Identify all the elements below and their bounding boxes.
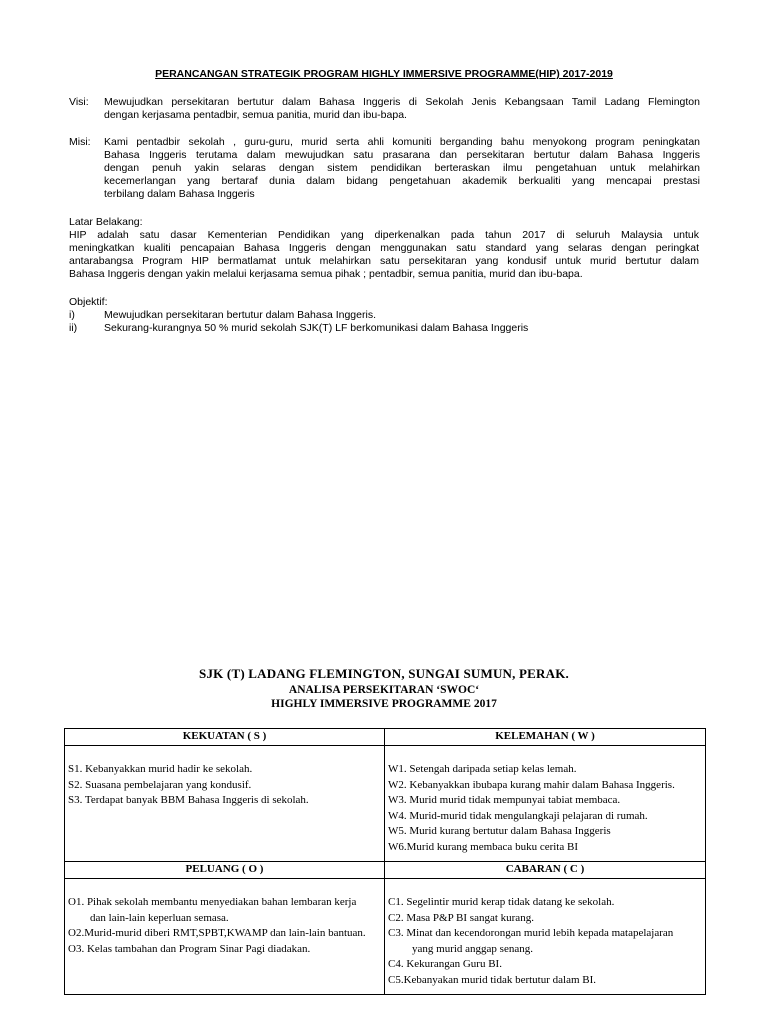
objektif-text: Sekurang-kurangnya 50 % murid sekolah SJK(T) LF berkomunikasi dalam Bahasa Inggeris (104, 322, 529, 334)
list-item: C3. Minat dan kecendorongan murid lebih kepada matapelajaran yang murid anggap senang. (388, 927, 674, 955)
visi-line: dengan kerjasama pentadbir, semua panitia, murid dan ibu-bapa. (104, 109, 407, 121)
list-item: S2. Suasana pembelajaran yang kondusif. (68, 778, 252, 791)
list-item: S1. Kebanyakkan murid hadir ke sekolah. (68, 763, 253, 775)
kekuatan-cell (65, 746, 385, 862)
objektif-text: Mewujudkan persekitaran bertutur dalam Bahasa Inggeris. (104, 309, 376, 321)
visi-text (104, 96, 700, 122)
list-item: O1. Pihak sekolah membantu menyediakan bahan lembaran kerja dan lain-lain keperluan semasa. (68, 896, 357, 924)
cabaran-cell (385, 879, 706, 995)
list-item: W5. Murid kurang bertutur dalam Bahasa Inggeris (388, 825, 611, 837)
swoc-header-row (65, 729, 706, 746)
peluang-header: PELUANG ( O ) (65, 862, 385, 879)
list-item: C4. Kekurangan Guru BI. (388, 958, 502, 970)
objektif-item (69, 309, 699, 322)
list-item: O3. Kelas tambahan dan Program Sinar Pagi diadakan. (68, 942, 311, 955)
kelemahan-header: KELEMAHAN ( W ) (385, 729, 706, 746)
list-item: W6.Murid kurang membaca buku cerita BI (388, 840, 578, 853)
list-item: W3. Murid murid tidak mempunyai tabiat membaca. (388, 794, 621, 806)
kekuatan-header: KEKUATAN ( S ) (65, 729, 385, 746)
document-title: PERANCANGAN STRATEGIK PROGRAM HIGHLY IMMERSIVE PROGRAMME(HIP) 2017-2019 (155, 68, 613, 80)
misi-line: Bahasa Inggeris terutama dalam mewujudkan satu prasarana dan persekitaran bertutur dalam Bahasa Inggeris (104, 149, 700, 161)
misi-line: dengan penuh yakin selaras dengan sistem pendidikan berteraskan ilmu pengetahuan untuk melahirkan (104, 162, 700, 174)
objektif-item (69, 322, 699, 335)
school-name: SJK (T) LADANG FLEMINGTON, SUNGAI SUMUN, PERAK. (199, 666, 569, 681)
list-item: C2. Masa P&P BI sangat kurang. (388, 911, 534, 924)
list-item: O2.Murid-murid diberi RMT,SPBT,KWAMP dan lain-lain bantuan. (68, 927, 366, 939)
swoc-table (64, 728, 706, 995)
swoc-body-row (65, 746, 706, 862)
kelemahan-cell (385, 746, 706, 862)
swoc-body-row (65, 879, 706, 995)
latar-line: HIP adalah satu dasar Kementerian Pendidikan yang diperkenalkan pada tahun 2017 di seluruh Malaysia untuk (69, 229, 699, 241)
list-item: W2. Kebanyakkan ibubapa kurang mahir dalam Bahasa Inggeris. (388, 778, 675, 791)
swoc-header-row (65, 862, 706, 879)
latar-label: Latar Belakang: (69, 216, 143, 228)
list-item: W4. Murid-murid tidak mengulangkaji pelajaran di rumah. (388, 809, 648, 822)
program-name: HIGHLY IMMERSIVE PROGRAMME 2017 (271, 698, 497, 710)
list-item: W1. Setengah daripada setiap kelas lemah. (388, 763, 577, 775)
swoc-subtitle: ANALISA PERSEKITARAN ‘SWOC‘ (288, 684, 480, 696)
latar-line: meningkatkan kualiti pencapaian Bahasa Inggeris dengan menggunakan satu standard yang selaras dengan peringkat (69, 242, 699, 254)
visi-line: Mewujudkan persekitaran bertutur dalam Bahasa Inggeris di Sekolah Jenis Kebangsaan Tamil Ladang Flemington (104, 96, 700, 108)
visi-label: Visi: (69, 96, 89, 108)
latar-line: antarabangsa Program HIP bermatlamat untuk melahirkan satu persekitaran yang kondusif untuk murid bertutur dalam (69, 255, 699, 267)
objektif-label: Objektif: (69, 296, 108, 308)
list-item: C5.Kebanyakan murid tidak bertutur dalam BI. (388, 973, 597, 986)
list-item: C1. Segelintir murid kerap tidak datang ke sekolah. (388, 896, 615, 908)
cabaran-header: CABARAN ( C ) (385, 862, 706, 879)
misi-text (104, 136, 700, 201)
misi-line: kecemerlangan yang bertaraf dunia dalam bidang pengetahuan akademik berkualiti yang mencapai prestasi (104, 175, 700, 187)
list-item: S3. Terdapat banyak BBM Bahasa Inggeris di sekolah. (68, 794, 309, 806)
latar-line: Bahasa Inggeris dengan yakin melalui kerjasama semua pihak ; pentadbir, semua panitia, murid dan ibu-bapa. (69, 268, 583, 280)
misi-line: terbilang dalam Bahasa Inggeris (104, 188, 255, 200)
misi-line: Kami pentadbir sekolah , guru-guru, murid serta ahli komuniti berganding bahu menyokong program peningkatan (104, 136, 700, 148)
misi-label: Misi: (69, 136, 91, 148)
peluang-cell (65, 879, 385, 995)
latar-section (69, 216, 699, 281)
objektif-section (69, 296, 699, 335)
objektif-num: i) (69, 309, 75, 321)
objektif-num: ii) (69, 322, 78, 334)
